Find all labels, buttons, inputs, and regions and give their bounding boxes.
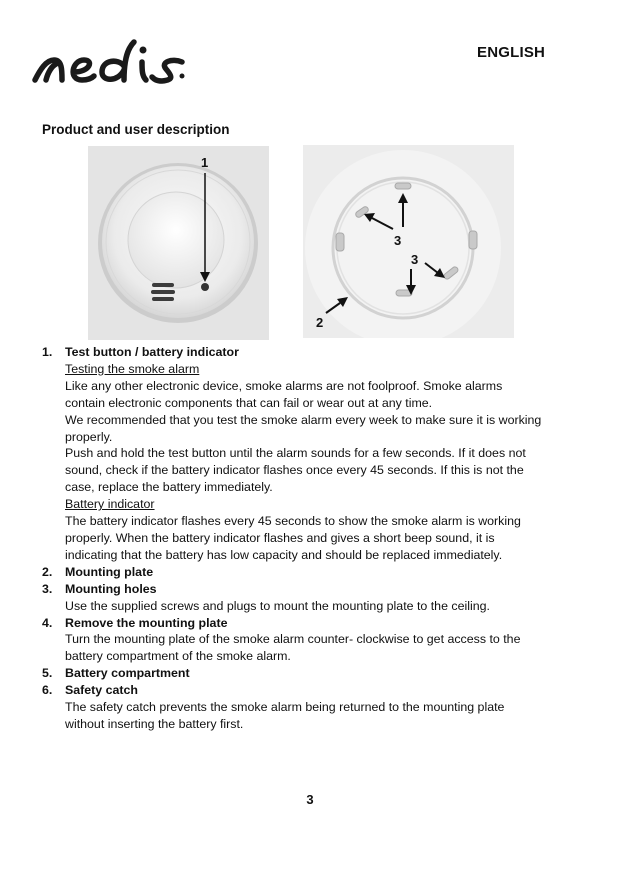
list-item [42, 581, 542, 615]
item-title: Mounting plate [65, 564, 154, 579]
description-list [42, 344, 542, 733]
list-item [42, 665, 542, 682]
item-subheading: Testing the smoke alarm [65, 361, 200, 376]
item-paragraph: Push and hold the test button until the alarm sounds for a few seconds. If it does not sound, check if the battery indicator flashes once every 45 seconds. If this is not the case, replace the battery immediately. [65, 446, 526, 495]
callout-2: 2 [316, 315, 324, 330]
section-title: Product and user description [42, 122, 230, 137]
item-paragraph: The battery indicator flashes every 45 seconds to show the smoke alarm is working properly. When the battery indicator flashes and gives a short beep sound, it is indicating that the battery has low capacity and should be replaced immediately. [65, 514, 521, 562]
item-paragraph: Turn the mounting plate of the smoke alarm counter- clockwise to get access to the battery compartment of the smoke alarm. [65, 632, 521, 664]
item-title: Remove the mounting plate [65, 615, 228, 630]
item-number: 4. [42, 615, 53, 630]
list-item [42, 615, 542, 666]
page-number: 3 [306, 792, 314, 807]
list-item [42, 344, 542, 564]
item-title: Battery compartment [65, 666, 190, 681]
item-paragraph: We recommended that you test the smoke alarm every week to make sure it is working properly. [65, 412, 542, 444]
item-title: Mounting holes [65, 581, 157, 596]
item-number: 1. [42, 345, 53, 359]
list-item [42, 564, 542, 581]
item-paragraph: Like any other electronic device, smoke alarms are not foolproof. Smoke alarms contain electronic components that can fail or wear out at any time. [65, 378, 503, 410]
callout-1: 1 [201, 155, 209, 170]
item-paragraph: The safety catch prevents the smoke alarm being returned to the mounting plate without inserting the battery first. [65, 700, 505, 731]
item-number: 3. [42, 581, 53, 596]
item-number: 2. [42, 564, 53, 579]
item-subheading: Battery indicator [65, 497, 155, 512]
item-title: Safety catch [65, 683, 139, 698]
nedis-logo [32, 36, 216, 92]
list-item [42, 682, 542, 733]
callout-3b: 3 [411, 252, 419, 267]
item-number: 6. [42, 683, 53, 698]
smoke-alarm-front-photo [88, 146, 269, 340]
item-title: Test button / battery indicator [65, 345, 239, 359]
mounting-plate-photo [303, 145, 514, 338]
item-number: 5. [42, 666, 53, 681]
language-label: ENGLISH [477, 44, 546, 61]
item-paragraph: Use the supplied screws and plugs to mount the mounting plate to the ceiling. [65, 598, 490, 613]
callout-3a: 3 [394, 233, 402, 248]
